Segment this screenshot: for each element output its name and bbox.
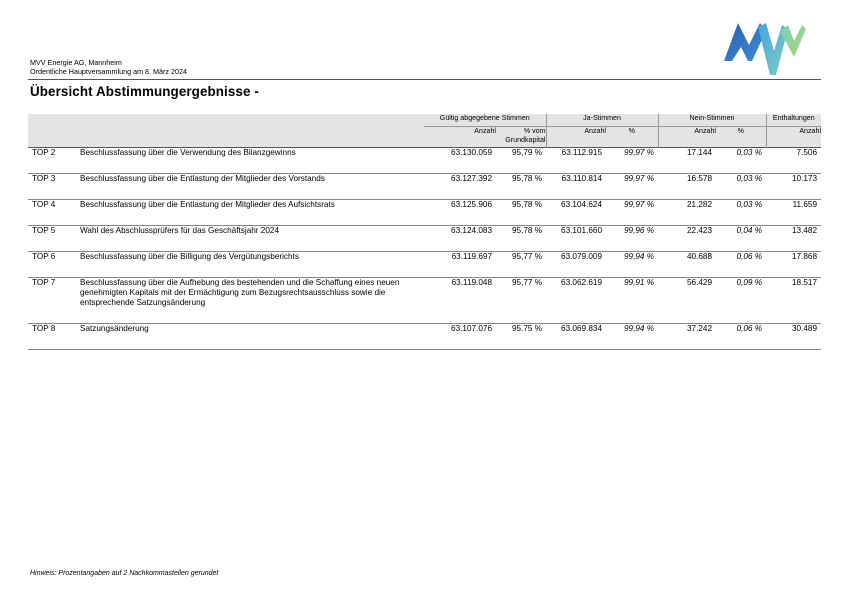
valid-votes-pct: 95,77 % [496,252,546,278]
agenda-item-id: TOP 3 [28,174,80,200]
valid-votes-count: 63.119.048 [424,278,496,324]
table-row [28,200,821,226]
valid-votes-count: 63.127.392 [424,174,496,200]
table-row [28,174,821,200]
agenda-item-id: TOP 6 [28,252,80,278]
agenda-item-description: Beschlussfassung über die Aufhebung des bestehenden und die Schaffung eines neuen genehmigten Kapitals mit der Ermächtigung zum Bezugsrechtsausschluss sowie die entsprechende Satzungsänderung [80,278,424,324]
valid-votes-count: 63.124.083 [424,226,496,252]
yes-votes-count: 63.110.814 [546,174,606,200]
header-valid-pct [496,127,546,148]
no-votes-pct: 0,06 % [716,252,766,278]
table-header-sub-row [28,127,821,148]
valid-votes-pct: 95,77 % [496,278,546,324]
yes-votes-pct: 99,97 % [606,174,658,200]
abstentions-count: 30.489 [766,324,821,350]
no-votes-count: 22.423 [658,226,716,252]
valid-votes-pct: 95.75 % [496,324,546,350]
header-valid-pct-line1: % vom [523,127,546,135]
header-yes-count: Anzahl [546,127,606,148]
agenda-item-id: TOP 4 [28,200,80,226]
no-votes-pct: 0,03 % [716,200,766,226]
abstentions-count: 10.173 [766,174,821,200]
voting-results-table [28,114,821,350]
abstentions-count: 17.868 [766,252,821,278]
agenda-item-id: TOP 7 [28,278,80,324]
yes-votes-count: 63.101.660 [546,226,606,252]
valid-votes-count: 63.130.059 [424,148,496,174]
valid-votes-count: 63.119.697 [424,252,496,278]
no-votes-count: 17.144 [658,148,716,174]
header-yes-votes: Ja-Stimmen [546,114,658,127]
agenda-item-description: Beschlussfassung über die Billigung des Vergütungsberichts [80,252,424,278]
yes-votes-pct: 99,97 % [606,148,658,174]
header-valid-pct-line2: Grundkapital [505,136,546,144]
valid-votes-count: 63.107.076 [424,324,496,350]
no-votes-count: 16.578 [658,174,716,200]
company-name: MVV Energie AG, Mannheim [30,58,122,67]
header-divider [28,79,821,80]
yes-votes-pct: 99,94 % [606,324,658,350]
agenda-item-id: TOP 2 [28,148,80,174]
mvv-logo [722,17,806,79]
table-row [28,252,821,278]
table-row [28,148,821,174]
valid-votes-count: 63.125.906 [424,200,496,226]
yes-votes-count: 63.062.619 [546,278,606,324]
yes-votes-count: 63.104.624 [546,200,606,226]
yes-votes-count: 63.069.834 [546,324,606,350]
no-votes-pct: 0,04 % [716,226,766,252]
table-row [28,226,821,252]
yes-votes-count: 63.112.915 [546,148,606,174]
header-yes-pct: % [606,127,658,148]
header-no-count: Anzahl [658,127,716,148]
header-abstain-count: Anzahl [766,127,821,148]
agenda-item-description: Beschlussfassung über die Verwendung des Bilanzgewinns [80,148,424,174]
abstentions-count: 13.482 [766,226,821,252]
yes-votes-pct: 99,96 % [606,226,658,252]
valid-votes-pct: 95,78 % [496,200,546,226]
page-title: Übersicht Abstimmungergebnisse - [30,84,259,99]
header-valid-votes: Gültig abgegebene Stimmen [424,114,546,127]
no-votes-pct: 0,09 % [716,278,766,324]
agenda-item-id: TOP 5 [28,226,80,252]
header-no-pct: % [716,127,766,148]
valid-votes-pct: 95,78 % [496,174,546,200]
footnote: Hinweis: Prozentangaben auf 2 Nachkommastellen gerundet [30,570,219,577]
header-abstentions: Enthaltungen [766,114,821,127]
agenda-item-description: Satzungsänderung [80,324,424,350]
no-votes-count: 56.429 [658,278,716,324]
table-header-group-row [28,114,821,127]
yes-votes-pct: 99,91 % [606,278,658,324]
no-votes-count: 37.242 [658,324,716,350]
abstentions-count: 18.517 [766,278,821,324]
agenda-item-description: Wahl des Abschlussprüfers für das Geschäftsjahr 2024 [80,226,424,252]
company-header [30,59,187,76]
agenda-item-description: Beschlussfassung über die Entlastung der Mitglieder des Aufsichtsrats [80,200,424,226]
yes-votes-count: 63.079.009 [546,252,606,278]
no-votes-pct: 0,03 % [716,148,766,174]
valid-votes-pct: 95,78 % [496,226,546,252]
agenda-item-id: TOP 8 [28,324,80,350]
table-row [28,324,821,350]
agenda-item-description: Beschlussfassung über die Entlastung der Mitglieder des Vorstands [80,174,424,200]
abstentions-count: 7.506 [766,148,821,174]
no-votes-pct: 0,03 % [716,174,766,200]
table-row [28,278,821,324]
no-votes-count: 40.688 [658,252,716,278]
no-votes-count: 21.282 [658,200,716,226]
yes-votes-pct: 99,94 % [606,252,658,278]
header-no-votes: Nein-Stimmen [658,114,766,127]
meeting-date: Ordentliche Hauptversammlung am 8. März 2024 [30,66,187,76]
header-valid-count: Anzahl [424,127,496,148]
no-votes-pct: 0,06 % [716,324,766,350]
abstentions-count: 11.659 [766,200,821,226]
valid-votes-pct: 95,79 % [496,148,546,174]
yes-votes-pct: 99,97 % [606,200,658,226]
